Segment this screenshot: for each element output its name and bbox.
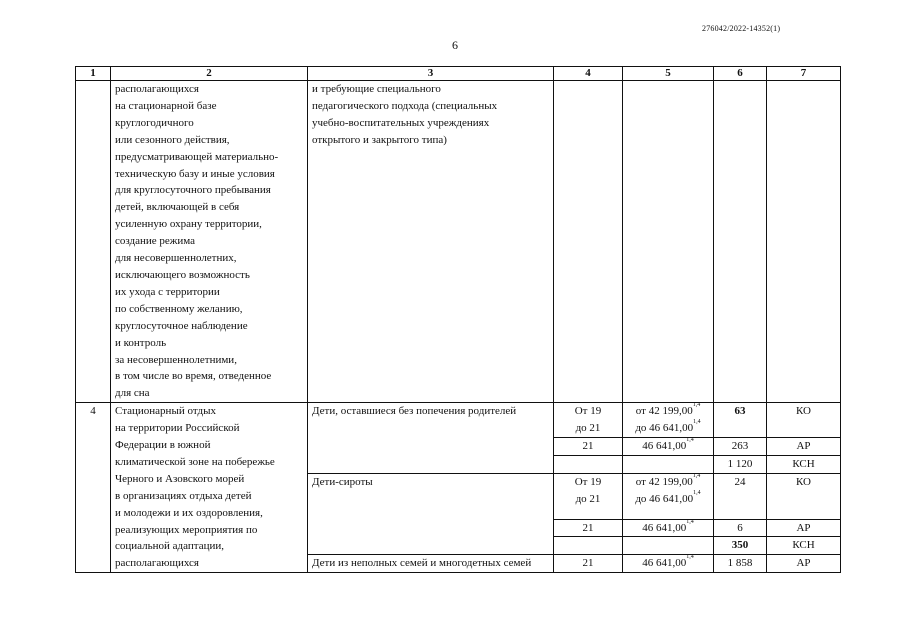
code-cell: АР	[767, 438, 841, 456]
age-cell	[554, 519, 623, 537]
text-line: по собственному желанию,	[115, 302, 243, 315]
text-line: в организациях отдыха детей	[115, 489, 252, 502]
footnote-mark: 1,4	[693, 419, 701, 426]
price-value: от 42 199,00	[635, 405, 693, 418]
text-line: социальной адаптации,	[115, 540, 225, 553]
text-line: для сна	[115, 387, 150, 400]
text-line: на территории Российской	[115, 422, 240, 435]
text-line: и требующие специального	[312, 83, 441, 95]
price-value: 46 641,00	[642, 557, 687, 570]
age-line: От 19	[574, 405, 602, 418]
text-line: круглогодичного	[115, 116, 194, 129]
category-cell	[308, 81, 554, 403]
price-cell	[623, 473, 714, 519]
price-cell	[623, 403, 714, 438]
age-cell	[554, 403, 623, 438]
services-table	[75, 66, 841, 573]
text-line: учебно-воспитательных учреждениях	[312, 116, 490, 129]
age-cell	[554, 455, 623, 473]
age-cell	[554, 81, 623, 403]
quantity-cell: 1 858	[714, 555, 767, 573]
text-line: создание режима	[115, 235, 196, 248]
text-line: предусматривающей материально-	[115, 150, 279, 163]
text-line: в том числе во время, отведенное	[115, 370, 272, 383]
footnote-mark: 1,4	[692, 402, 701, 409]
age-line: От 19	[574, 475, 602, 488]
text-line: за несовершеннолетними,	[115, 353, 237, 366]
price-line	[625, 438, 711, 455]
column-header: 6	[714, 67, 767, 81]
quantity-cell: 24	[714, 473, 767, 519]
age-cell	[554, 555, 623, 573]
price-value: 46 641,00	[642, 440, 687, 453]
price-cell	[623, 537, 714, 555]
text-line: климатической зоне на побережье	[115, 455, 275, 468]
footnote-mark: 1,4	[693, 489, 701, 496]
price-cell	[623, 438, 714, 456]
text-line: исключающего возможность	[115, 268, 250, 281]
age-line: до 21	[575, 492, 601, 505]
text-line: Федерации в южной	[115, 439, 211, 452]
row-number-cell: 4	[76, 403, 111, 573]
text-line: детей, включающей в себя	[115, 201, 240, 214]
price-value: от 42 199,00	[635, 475, 693, 488]
code-cell: АР	[767, 519, 841, 537]
text-line: их ухода с территории	[115, 285, 220, 298]
price-line	[625, 491, 711, 508]
footnote-mark: 1,4	[692, 472, 701, 479]
column-header: 1	[76, 67, 111, 81]
footnote-mark: 1,4	[686, 554, 694, 561]
text-line: или сезонного действия,	[115, 133, 230, 146]
code-cell: КСН	[767, 537, 841, 555]
document-number: 276042/2022-14352(1)	[702, 24, 781, 33]
price-line	[625, 555, 711, 572]
service-description-cell	[111, 81, 308, 403]
row-number-cell	[76, 81, 111, 403]
service-description-cell	[111, 403, 308, 573]
text-line: располагающихся	[115, 83, 199, 95]
text-line: Стационарный отдых	[115, 405, 216, 418]
age-line: 21	[582, 557, 594, 570]
code-cell: КСН	[767, 455, 841, 473]
footnote-mark: 1,4	[686, 437, 694, 444]
quantity-cell	[714, 81, 767, 403]
price-line	[625, 403, 711, 420]
age-cell	[554, 473, 623, 519]
quantity-cell: 263	[714, 438, 767, 456]
age-cell	[554, 438, 623, 456]
code-cell: КО	[767, 473, 841, 519]
category-cell: Дети-сироты	[308, 473, 554, 555]
text-line: круглосуточное наблюдение	[115, 319, 248, 332]
quantity-cell: 350	[714, 537, 767, 555]
price-cell	[623, 81, 714, 403]
column-header: 2	[111, 67, 308, 81]
code-cell: КО	[767, 403, 841, 438]
text-line: располагающихся	[115, 557, 199, 570]
page-number: 6	[452, 38, 458, 52]
text-line: на стационарной базе	[115, 99, 217, 112]
text-line: для круглосуточного пребывания	[115, 184, 271, 197]
category-cell: Дети, оставшиеся без попечения родителей	[308, 403, 554, 474]
text-line: для несовершеннолетних,	[115, 252, 237, 265]
text-line: усиленную охрану территории,	[115, 218, 262, 231]
price-value: 46 641,00	[642, 521, 687, 534]
quantity-cell: 6	[714, 519, 767, 537]
column-header: 3	[308, 67, 554, 81]
price-value: до 46 641,00	[635, 492, 694, 505]
continued-row	[76, 81, 841, 403]
quantity-cell: 63	[714, 403, 767, 438]
column-header: 5	[623, 67, 714, 81]
code-cell: АР	[767, 555, 841, 573]
age-cell	[554, 537, 623, 555]
price-line	[625, 474, 711, 491]
price-line	[625, 420, 711, 437]
text-line: техническую базу и иные условия	[115, 167, 275, 180]
text-line: открытого и закрытого типа)	[312, 133, 447, 146]
column-header: 4	[554, 67, 623, 81]
column-number-row	[76, 67, 841, 81]
price-value: до 46 641,00	[635, 422, 694, 435]
table-row	[76, 403, 841, 438]
category-cell: Дети из неполных семей и многодетных семей	[308, 555, 554, 573]
quantity-cell: 1 120	[714, 455, 767, 473]
age-line: 21	[582, 440, 594, 453]
column-header: 7	[767, 67, 841, 81]
price-cell	[623, 519, 714, 537]
age-line: 21	[582, 521, 594, 534]
text-line: реализующих мероприятия по	[115, 523, 258, 536]
age-line: до 21	[575, 422, 601, 435]
price-line	[625, 520, 711, 537]
footnote-mark: 1,4	[686, 518, 694, 525]
text-line: и контроль	[115, 336, 167, 349]
price-cell	[623, 455, 714, 473]
price-cell	[623, 555, 714, 573]
text-line: Черного и Азовского морей	[115, 472, 245, 485]
text-line: педагогического подхода (специальных	[312, 99, 498, 112]
code-cell	[767, 81, 841, 403]
text-line: и молодежи и их оздоровления,	[115, 506, 263, 519]
